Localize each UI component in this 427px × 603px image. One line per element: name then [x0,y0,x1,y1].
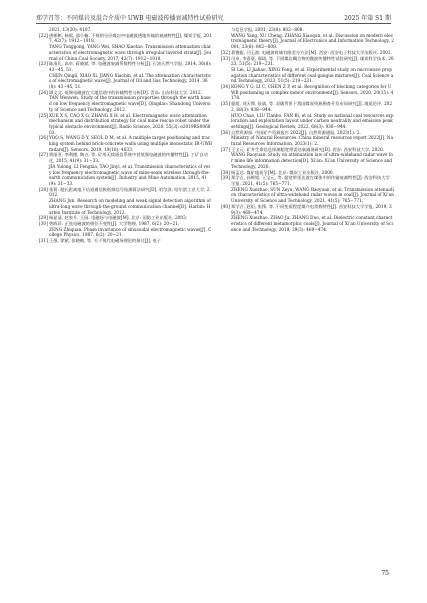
reference-text: 杨显清, 赵家升, 王园. 电磁场与电磁波[M]. 北京: 国防工业出版社, 2003. [49,216,188,222]
reference-entry [39,239,212,245]
reference-number: [26] [39,136,48,142]
reference-number: [37] [221,147,230,153]
reference-entry [221,85,394,102]
reference-entry [39,199,212,216]
reference-number: [40] [221,204,230,210]
reference-number: [30] [39,221,48,227]
reference-number: [27] [39,153,48,159]
reference-number: [36] [221,130,230,136]
reference-text: 郑学召, 孙晔韬, 王宝元, 等. 超宽带雷达波在煤体中的传输衰减特性[J]. 西安科技大学学报, 2021, 41(5): 765−771. [231,176,390,187]
reference-text: XUE X S, CAO X G, ZHANG X H, et al. Electromagnetic wave attenuation mechanism and distribution strategy for coal mine rescue robot under the typical obstacle environment[J]. Radio Science, 2020, 55(3): e2019RS006803. [49,113,211,136]
reference-entry [39,136,212,153]
reference-entry [39,96,212,113]
reference-entry [221,153,394,170]
reference-text: 2021, 13(20): 4107. [49,28,92,33]
reference-entry [221,216,394,233]
reference-number: [22] [39,33,48,39]
reference-text: ZHENG Xuezhao, SUN Zeyu, WANG Baoyuan, et al. Transmission attenuation characteristics of ultra-wideband radar waves in coal[J]. Journal of Xi’an University of Science and Technology, 2021, 41(5): 765−771. [231,187,394,205]
reference-text: 王强, 徐斌, 张晓鹤, 等. 关于现代电磁场理论的探讨[J]. 电子 [49,239,162,245]
reference-entry [221,34,394,51]
reference-text: WANG Yang, XU Cheng, ZHANG Xiaoqun, et al. Discussion on modern electromagnetic theory[J]. Journal of Electronics and Information Technology, 2001, 23(8): 802−808. [231,33,394,51]
reference-text: 王宝元. 矿井生命信息探测超宽带雷达衰减现研究[D]. 西安: 西安科技大学, 2020. [231,147,385,153]
reference-text: 曾晖莊. 正弦电磁波的相位不变性[J]. 大学物理, 1987, 6(2): 20−21. [49,221,180,227]
reference-entry [39,74,212,91]
reference-number: [31] [39,239,48,245]
reference-text: HUO Chao, LIU Tianbo, FAN Bi, et al. Study on national coal resources exploration and exploitation layout under carbon neutrality and emission peak settings[J]. Geological Review, 2022, 68(3): 938−944. [231,113,394,130]
reference-entry [221,114,394,131]
reference-number: [33] [221,56,230,62]
reference-text: 杨孟达. 煤矿地质学[M]. 北京: 煤炭工业出版社, 2000. [231,170,334,176]
reference-number: [39] [221,176,230,182]
reference-text: TAN Wenwen. Study of the transmission properties through the earth based on low frequency electromagnetic wave[D]. Qingdao: Shandong University of Science and Technology, 2012. [49,96,211,113]
reference-column-left [39,28,212,245]
reference-text: JIA Yulong, LI Fengxia, TAO Jinyi, et al. Transmission characteristics of very low frequency electromagnetic wave of mine-seam wireless through-the-earth communication system[J]. Industry and Mine Automation, 2015, 41(9): 31−33. [49,164,211,187]
reference-entry [221,102,394,113]
reference-entry [39,114,212,137]
reference-number: [25] [39,113,48,119]
header-title: 郑学召等：不同煤岩及混合介质中 UWB 电磁波传播衰减特性试验研究 [36,15,224,22]
reference-number: [34] [221,85,230,91]
reference-text: 陈清礼, 高卓, 蒋晓斌, 等. 电磁波衰减系数特性分析[J]. 石油天然气学报, 2014, 36(8): 43−45, 51. [49,62,212,73]
reference-entry [221,176,394,187]
reference-entry [39,228,212,239]
reference-entry [39,188,212,199]
reference-text: ZHANG Jun. Research on modeling and weak signal detection algorithm of ultra-long wave through-the-ground communication channel[D]. Harbin: Harbin Institute of Technology, 2012. [49,199,211,216]
reference-entry [221,188,394,205]
reference-text: 郑学召, 赵炬, 张锋, 等. 不同变质程度煤介电常数特性[J]. 西安科技大学学报, 2019, 39(3): 469−474. [231,204,392,216]
reference-text: YOO S, WANG D Y, SEOL D M, et al. A multiple target positioning and tracking system behind brick-concrete walls using multiple monostatic IR-UWB radars[J]. Sensors, 2019, 19(18): 4033. [49,136,212,153]
reference-entry [221,136,394,147]
reference-text: WANG Baoyuan. Study on attenuation law of ultra-wideband radar wave for mine life information detection[D]. Xi’an: Xi’an University of Science and Technology, 2020. [231,153,393,170]
reference-number: [38] [221,170,230,176]
reference-text: 与信息学报, 2001, 23(8): 802−808. [231,28,304,33]
header-issue: 2025 年第 S1 期 [344,15,391,22]
reference-text: 贾丽亚, 李利德, 陶吉, 等. 矿用无线通信系统中甚低频电磁波的传播特性[J]. 工矿自动化, 2015, 41(9): 31−33. [49,153,208,165]
reference-entry [39,165,212,188]
reference-text: 自然资源部. 中国矿产资源报告 2022[J]. 自然资源通报, 2023(1): 2. [231,130,361,136]
reference-text: Ministry of Natural Resources. China mineral resources report 2022[J]. Natural Resources Information, 2023(1): 2. [231,136,394,148]
reference-number: [32] [221,50,230,56]
reference-text: 司卓, 李嘉豪, 邢琦, 等. 不同煤岩耦合物的微波传播特性试验研究[J]. 煤炭科学技术, 2023, 51(5): 219−231. [231,56,394,68]
reference-text: 葛德彪, 闫玉波. 电磁波时域有限差分方法[M]. 西安: 西安电子科技大学出版社, 2002. [231,50,392,56]
reference-entry [221,68,394,85]
reference-number: [23] [39,62,48,68]
reference-number: [35] [221,102,230,108]
reference-text: ZHENG Xuezhao, ZHAO Ju, ZHANG Duo, et al. Dielectric constant characteristics of different metamorphic coals[J]. Journal of Xi’an University of Science and Technology, 2019, 39(3): 469−474. [231,216,393,233]
reference-number: [29] [39,216,48,222]
reference-number: [24] [39,90,48,96]
reference-text: CHEN Qingli, XIAO Xi, JIANG Xiaobin, et al. The attenuation characteristics of electromagnetic wave[J]. Journal of Oil and Gas Technology, 2014, 36(8): 43−45, 51. [49,73,212,91]
reference-text: 唐彬彬, 杨熙, 邵小楠. 不规则分层煤岩中电磁波透地传输的衰减特性[J]. 煤炭学报, 2017, 42(7): 1912−1918. [49,33,212,45]
reference-number: [28] [39,187,48,193]
reference-entry [39,34,212,45]
reference-column-right [221,28,394,233]
reference-entry [221,205,394,216]
reference-text: 谭文文. 低频电磁波在大地信道中的传输特性分析[D]. 青岛: 山东科技大学, 2012. [49,90,203,96]
reference-text: 霍超, 刘天博, 侯斌, 等. 双碳背景下我国煤炭资源勘查开发布局研究[J]. 地质论评, 2022, 68(3): 938−944. [231,102,393,113]
reference-entry [221,57,394,68]
reference-text: SI Lei, LI Jiahao, XING Feng, et al. Experimental study on microwave propagation characteristics of different coal-gangue mixtures[J]. Coal Science and Technology, 2023, 51(5): 219−231. [231,67,394,85]
reference-entry [39,153,212,164]
reference-entry [39,62,212,73]
reference-text: ZENG Zhiquan. Phase invariance of sinusoidal electromagnetic waves[J]. College Physics, 1987, 6(2): 20−21. [49,227,212,239]
reference-text: KONG Y G, LI C, CHEN Z P, et al. Recognition of blocking categories for UWB positioning in complex indoor environment[J]. Sensors, 2020, 20(15): 4178. [231,85,394,102]
page-number: 75 [381,570,389,577]
header-divider [36,23,391,24]
reference-text: 张莉. 超长距离地下信道通信极低频信号检测算法研究[D]. 哈尔滨: 哈尔滨工业大学, 2012. [49,187,210,199]
reference-entry [39,45,212,62]
reference-text: TANG Tonggong, YANG Wei, SHAO Xiaotao. Transmission attenuation characteristics of electromagnetic wave through irregular layered strata[J]. Journal of China Coal Society, 2017, 42(7): 1912−1918. [49,45,212,62]
